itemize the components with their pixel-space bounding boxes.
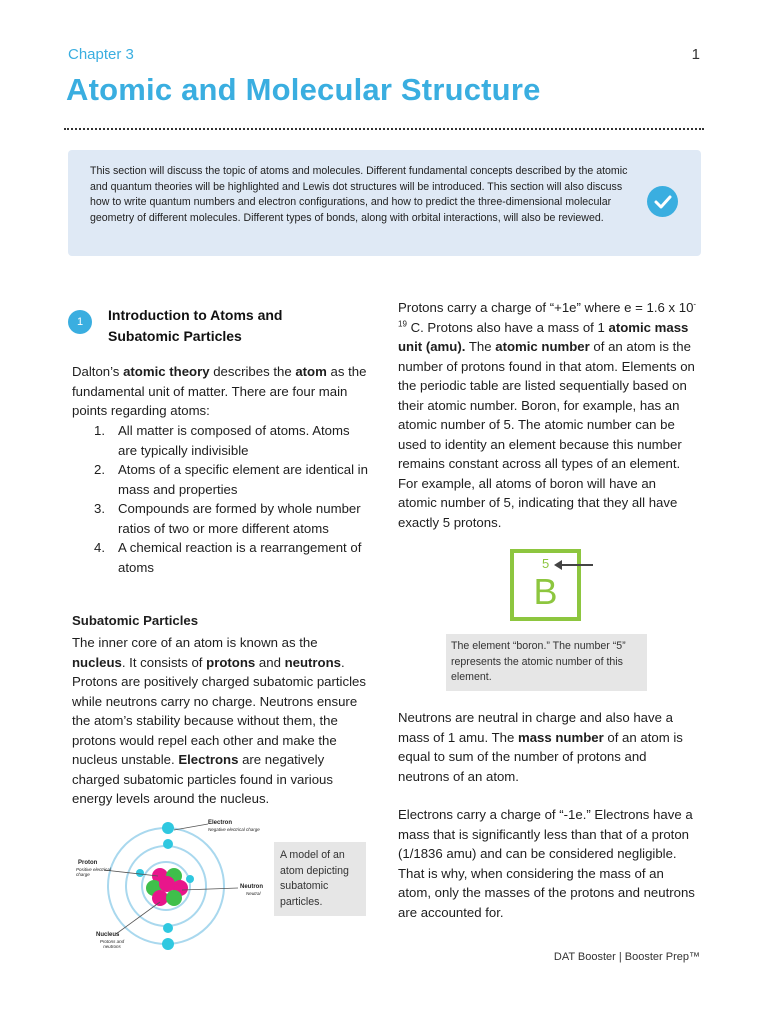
dotted-divider: [64, 128, 704, 131]
neutron-label: Neutron: [240, 884, 263, 890]
section-number-badge: 1: [68, 310, 92, 334]
boron-atomic-number: 5: [542, 556, 550, 571]
page-number: 1: [691, 46, 700, 63]
check-circle-icon: [647, 186, 678, 217]
proton-label: Proton: [78, 860, 98, 866]
summary-text: This section will discuss the topic of atoms and molecules. Different fundamental concepts described by the atomic and quantum theories will be highlighted and Lewis dot structures will be introduced. This section will also discuss how to write quantum numbers and electron configurations, and how to predict the three-dimensional molecular geometry of different molecules. Different types of bonds, along with orbital interactions, will also be reviewed.: [90, 165, 628, 225]
subatomic-heading: Subatomic Particles: [72, 613, 199, 628]
list-item: 2. Atoms of a specific element are identical in mass and properties: [94, 462, 368, 497]
atom-model-figure: [74, 812, 270, 958]
dalton-intro-paragraph: Dalton’s atomic theory describes the atom as the fundamental unit of matter. There are four main points regarding atoms:: [72, 364, 367, 418]
boron-symbol: B: [533, 571, 558, 612]
dalton-points-list: [72, 421, 372, 577]
summary-box: [68, 150, 701, 256]
list-item: 3. Compounds are formed by whole number ratios of two or more different atoms: [94, 501, 361, 536]
chapter-label: Chapter 3: [68, 46, 134, 63]
neutrons-paragraph: Neutrons are neutral in charge and also have a mass of 1 amu. The mass number of an atom is equal to sum of the number of protons and neutrons of an atom.: [398, 710, 683, 784]
proton-sub-label: Positive electrical charge: [76, 867, 111, 877]
protons-paragraph: Protons carry a charge of “+1e” where e = 1.6 x $10^{-19}$ C. Protons also have a mass of 1 atomic mass unit (amu). The atomic number of an atom is the number of protons found in that atom. Elements on the periodic table are listed sequentially based on their atomic number. Boron, for example, has an atomic number of 5. The atomic number can be used to identity an element because this number remains constant across all types of an element. For example, all atoms of boron will have an atomic number of 5, indicating that they all have exactly 5 protons.: [398, 299, 697, 530]
list-item: 1. All matter is composed of atoms. Atoms are typically indivisible: [94, 423, 350, 458]
section-title: Introduction to Atoms and Subatomic Particles: [108, 307, 283, 344]
atom-figure-caption: A model of an atom depicting subatomic particles.: [274, 842, 366, 916]
footer-brand: DAT Booster | Booster Prep™: [553, 951, 700, 963]
nucleus-label: Nucleus: [96, 932, 120, 938]
subatomic-paragraph: The inner core of an atom is known as the nucleus. It consists of protons and neutrons. Protons are positively charged subatomic particles while neutrons carry no charge. Neutrons ensure the atom’s stability because without them, the protons would repel each other and make the nucleus unstable. Electrons are negatively charged subatomic particles found in various energy levels around the nucleus.: [72, 635, 366, 806]
list-item: 4. A chemical reaction is a rearrangement of atoms: [94, 540, 362, 575]
arrow-left-icon: [553, 558, 595, 572]
nucleus-sub-label: Protons and neutrons: [99, 939, 125, 949]
electron-sub-label: Negative electrical charge: [208, 827, 260, 832]
electrons-paragraph: Electrons carry a charge of “-1e.” Electrons have a mass that is significantly less than that of a proton (1/1836 amu) and can be considered negligible. That is why, when considering the mass of an atom, only the masses of the protons and neutrons are accounted for.: [398, 807, 695, 920]
page-title: Atomic and Molecular Structure: [66, 72, 541, 107]
neutron-sub-label: Neutral: [246, 891, 261, 896]
electron-label: Electron: [208, 820, 233, 826]
boron-caption: The element “boron.” The number “5” represents the atomic number of this element.: [446, 634, 647, 691]
